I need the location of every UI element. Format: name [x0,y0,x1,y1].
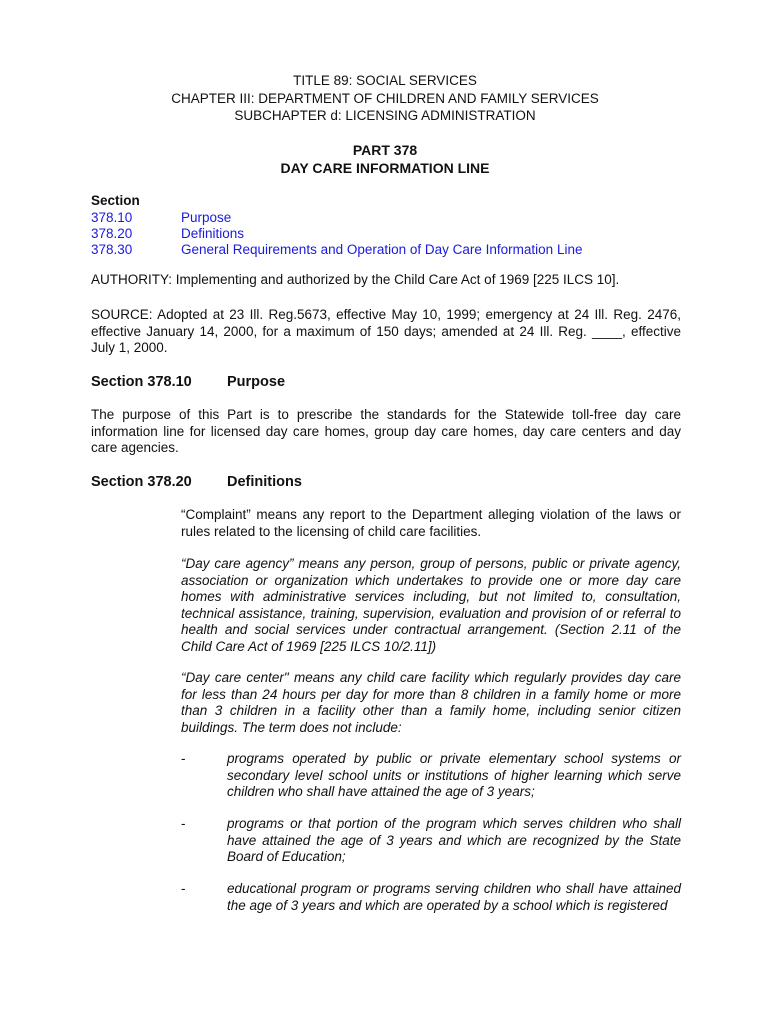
toc-heading: Section [91,193,140,208]
source-paragraph: SOURCE: Adopted at 23 Ill. Reg.5673, effective May 10, 1999; emergency at 24 Ill. Reg. 2476, effective January 14, 2000, for a maximum of 150 days; amended at 24 Ill. Reg. ____, effective July 1, 2000. [91,307,681,355]
exclusion-item: programs operated by public or private elementary school systems or secondary level school units or institutions of higher learning which serve children who shall have attained the age of 3 years; [227,751,681,799]
toc-link-definitions[interactable]: Definitions [181,226,245,241]
exclusion-item: programs or that portion of the program which serves children who shall have attained the age of 3 years and which are recognized by the State Board of Education; [227,816,681,864]
part-number: PART 378 [352,142,418,158]
authority-paragraph: AUTHORITY: Implementing and authorized by the Child Care Act of 1969 [225 ILCS 10]. [91,272,620,287]
list-dash: - [181,751,186,766]
subchapter-line: SUBCHAPTER d: LICENSING ADMINISTRATION [234,108,536,123]
chapter-line: CHAPTER III: DEPARTMENT OF CHILDREN AND FAMILY SERVICES [171,91,599,106]
list-dash: - [181,881,186,896]
section-378-20-title: Definitions [227,474,302,490]
toc-link-purpose[interactable]: Purpose [181,210,232,225]
section-378-20-number: Section 378.20 [91,474,192,490]
purpose-paragraph: The purpose of this Part is to prescribe the standards for the Statewide toll-free day care information line for licensed day care homes, group day care homes, day care centers and day care agencies. [91,407,681,455]
exclusion-item: educational program or programs serving children who shall have attained the age of 3 years and which are operated by a school which is registered [227,881,681,913]
toc-number-378-20[interactable]: 378.20 [91,226,133,241]
toc-link-general-requirements[interactable]: General Requirements and Operation of Day Care Information Line [181,242,583,257]
section-378-10-number: Section 378.10 [91,374,192,390]
section-378-10-title: Purpose [227,374,286,390]
day-care-agency-definition: “Day care agency” means any person, group of persons, public or private agency, association or organization which undertakes to provide one or more day care homes with administrative services including, but not limited to, consultation, technical assistance, training, supervision, evaluation and provision of or referral to health and social services under contractual arrangement. (Section 2.11 of the Child Care Act of 1969 [225 ILCS 10/2.11]) [181,556,681,654]
complaint-definition: “Complaint” means any report to the Department alleging violation of the laws or rules related to the licensing of child care facilities. [181,507,681,539]
part-title: DAY CARE INFORMATION LINE [280,160,490,176]
day-care-center-definition: “Day care center" means any child care facility which regularly provides day care for less than 24 hours per day for more than 8 children in a family home or more than 3 children in a facility other than a family home, including senior citizen buildings. The term does not include: [181,670,681,735]
toc-number-378-30[interactable]: 378.30 [91,242,133,257]
title-line: TITLE 89: SOCIAL SERVICES [293,73,477,88]
list-dash: - [181,816,186,831]
toc-number-378-10[interactable]: 378.10 [91,210,133,225]
